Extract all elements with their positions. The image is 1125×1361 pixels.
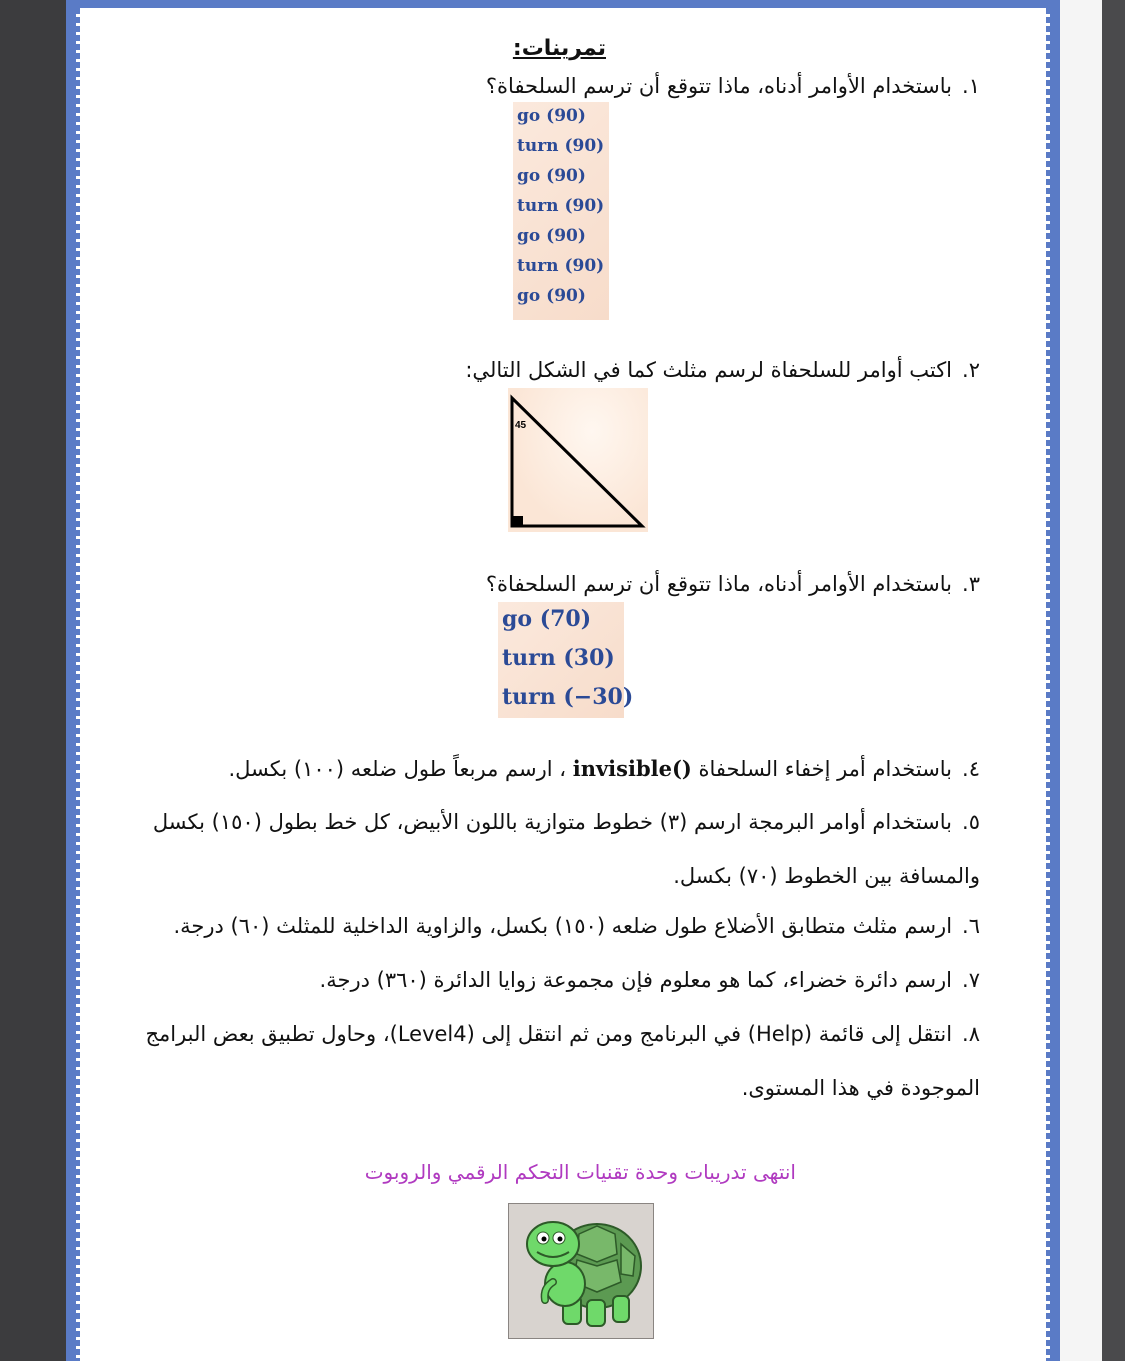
question-8-line2: الموجودة في هذا المستوى. <box>741 1076 980 1100</box>
question-number: ٨. <box>962 1022 980 1046</box>
question-text: باستخدام أمر إخفاء السلحفاة <box>698 757 953 781</box>
question-text: باستخدام أوامر البرمجة ارسم (٣) خطوط متوازية باللون الأبيض، كل خط بطول (١٥٠) بكسل <box>152 810 953 834</box>
turtle-image <box>508 1203 654 1339</box>
question-5 <box>153 810 980 834</box>
code-line: turn (−30) <box>502 684 634 710</box>
code-line: go (90) <box>517 106 586 126</box>
turtle-icon <box>509 1204 653 1338</box>
command-name: invisible() <box>572 756 692 781</box>
question-number: ٥. <box>962 810 980 834</box>
right-margin-strip <box>1060 0 1102 1361</box>
question-text: باستخدام الأوامر أدناه، ماذا تتوقع أن ترسم السلحفاة؟ <box>485 74 953 98</box>
question-3 <box>486 572 980 596</box>
question-number: ٧. <box>962 968 980 992</box>
left-background <box>0 0 66 1361</box>
right-triangle-icon <box>508 388 648 532</box>
question-text: ارسم مثلث متطابق الأضلاع طول ضلعه (١٥٠) بكسل، والزاوية الداخلية للمثلث (٦٠) درجة. <box>173 914 953 938</box>
question-number: ٣. <box>962 572 980 596</box>
angle-label: 45 <box>515 420 527 431</box>
question-5-line2: والمسافة بين الخطوط (٧٠) بكسل. <box>673 864 980 888</box>
code-line: go (90) <box>517 166 586 186</box>
question-1 <box>486 74 980 98</box>
code-line: turn (90) <box>517 256 605 276</box>
closing-note: انتهى تدريبات وحدة تقنيات التحكم الرقمي والروبوت <box>364 1160 796 1184</box>
question-text-cont: ، ارسم مربعاً طول ضلعه (١٠٠) بكسل. <box>228 757 567 781</box>
question-2 <box>465 358 980 382</box>
question-7 <box>320 968 980 992</box>
code-line: turn (90) <box>517 136 605 156</box>
document-page <box>66 0 1060 1361</box>
question-8 <box>145 1022 980 1046</box>
code-line: go (70) <box>502 606 592 632</box>
code-block-1 <box>513 102 609 320</box>
question-text: باستخدام الأوامر أدناه، ماذا تتوقع أن ترسم السلحفاة؟ <box>485 572 953 596</box>
question-text: ارسم دائرة خضراء، كما هو معلوم فإن مجموعة زوايا الدائرة (٣٦٠) درجة. <box>319 968 953 992</box>
page-title: تمرينات: <box>512 36 606 61</box>
question-6 <box>173 914 980 938</box>
code-line: turn (30) <box>502 645 615 671</box>
question-number: ١. <box>962 74 980 98</box>
question-text: اكتب أوامر للسلحفاة لرسم مثلث كما في الشكل التالي: <box>465 358 953 382</box>
code-line: go (90) <box>517 226 586 246</box>
triangle-figure <box>508 388 648 532</box>
code-block-3 <box>498 602 634 718</box>
question-4 <box>228 756 980 781</box>
question-text: انتقل إلى قائمة (Help) في البرنامج ومن ثم انتقل إلى (Level4)، وحاول تطبيق بعض البرامج <box>145 1022 953 1046</box>
code-line: turn (90) <box>517 196 605 216</box>
question-number: ٦. <box>962 914 980 938</box>
code-line: go (90) <box>517 286 586 306</box>
question-number: ٢. <box>962 358 980 382</box>
question-number: ٤. <box>962 757 980 781</box>
